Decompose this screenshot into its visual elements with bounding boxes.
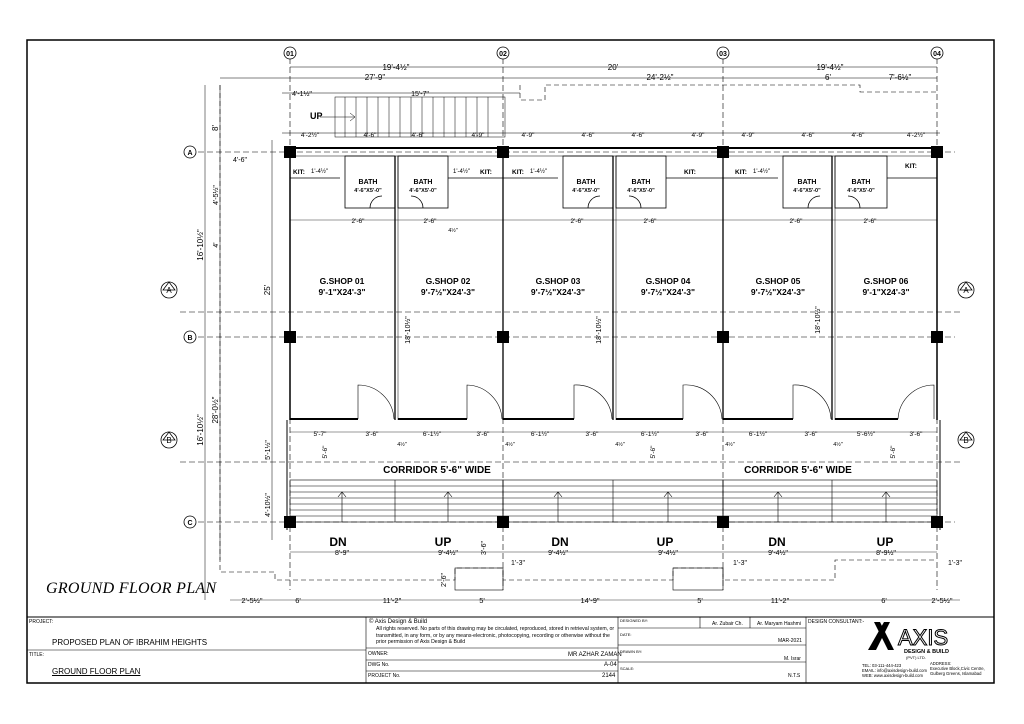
bath-dim: 2'-6" bbox=[570, 218, 584, 225]
stair-direction: UP bbox=[656, 535, 674, 549]
grid-label-A: A bbox=[187, 150, 193, 157]
base-dim: 5' bbox=[479, 596, 485, 605]
dim-top-4: 27'-9" bbox=[364, 73, 386, 82]
copyright: © Axis Design & Build bbox=[369, 619, 428, 625]
rights-text: All rights reserved. No parts of this drawing may be circulated, reproduced, stored in retrieval system, or transmitted, in any form, or by any means-electronic, photocopying, recording or otherwise without the prior permission of Axis Design & Build bbox=[376, 626, 615, 645]
section-label-left-b: B bbox=[166, 436, 172, 445]
bottom-dim: 9'-4½" bbox=[438, 550, 458, 557]
left-dim: 5'-1½" bbox=[265, 440, 272, 460]
left-dim: 16'-10½" bbox=[196, 414, 205, 446]
wall-dim: 4½" bbox=[833, 442, 843, 448]
front-dim: 6'-1½" bbox=[748, 431, 768, 438]
bottom-dim: 1'-3" bbox=[511, 560, 525, 567]
grid-label-01: 01 bbox=[286, 51, 294, 58]
dim-stair-1: 4'-1½" bbox=[292, 91, 312, 98]
dim-top-6: 6' bbox=[825, 73, 831, 82]
detail-dim: 4'-6" bbox=[801, 132, 815, 139]
bath-size: 4'-6"X5'-0" bbox=[627, 188, 655, 194]
shop-depth-dim: 18'-10½" bbox=[596, 316, 603, 344]
front-dim: 5'-6½" bbox=[856, 431, 876, 438]
kit-label: KIT: bbox=[735, 169, 747, 176]
grid-label-04: 04 bbox=[933, 51, 941, 58]
left-dim: 16'-10½" bbox=[196, 229, 205, 261]
detail-dim: 4'-6" bbox=[851, 132, 865, 139]
grid-label-C: C bbox=[187, 520, 193, 527]
detail-dim: 4'-9" bbox=[691, 132, 705, 139]
upper-stair bbox=[320, 97, 505, 137]
web: WEB: www.axisdesign-build.com bbox=[862, 673, 923, 678]
project-label: PROJECT: bbox=[29, 619, 54, 625]
shop-depth-dim: 18'-10½" bbox=[815, 306, 822, 334]
project-value: PROPOSED PLAN OF IBRAHIM HEIGHTS bbox=[52, 638, 208, 647]
detail-dim: 4'-2½" bbox=[300, 132, 320, 139]
section-label-right-a: A bbox=[963, 286, 969, 295]
owner-label: OWNER: bbox=[368, 651, 389, 657]
wall-dim: 4½" bbox=[505, 442, 515, 448]
stair-direction: DN bbox=[768, 535, 786, 549]
bottom-dim: 1'-3" bbox=[733, 560, 747, 567]
designed-label: DESIGNED BY: bbox=[620, 618, 649, 623]
left-dim: 28'-0½" bbox=[211, 396, 220, 424]
dwg-label: DWG No. bbox=[368, 662, 390, 668]
left-dim: 4'-5½" bbox=[213, 185, 220, 205]
detail-dim: 4'-6" bbox=[411, 132, 425, 139]
section-label-right-b: B bbox=[963, 436, 969, 445]
corridor-label: CORRIDOR 5'-6" WIDE bbox=[744, 465, 852, 476]
dim-top-1: 19'-4½" bbox=[382, 63, 410, 72]
stair-direction: UP bbox=[876, 535, 894, 549]
drawn-value: M. Israr bbox=[784, 656, 801, 662]
bath-label: BATH bbox=[851, 179, 871, 186]
shop-name: G.SHOP 04 bbox=[645, 276, 691, 286]
grid-label-B: B bbox=[187, 335, 193, 342]
projno-label: PROJECT No. bbox=[368, 673, 401, 679]
designed-value-2: Ar. Maryam Hashmi bbox=[757, 621, 801, 627]
kit-dim: 1'-4½" bbox=[530, 169, 547, 175]
base-dim: 14'-9" bbox=[580, 596, 600, 605]
front-dim: 5'-7" bbox=[313, 431, 327, 438]
left-dim: 4' bbox=[213, 242, 220, 248]
designed-value-1: Ar. Zubair Ch. bbox=[712, 621, 743, 627]
detail-dim: 4'-2½" bbox=[906, 132, 926, 139]
bottom-dim: 9'-4½" bbox=[658, 550, 678, 557]
kit-label: KIT: bbox=[512, 169, 524, 176]
bottom-dim: 1'-3" bbox=[948, 560, 962, 567]
bottom-dim: 9'-4½" bbox=[548, 550, 568, 557]
kit-label: KIT: bbox=[293, 169, 305, 176]
bottom-dim: 8'-9½" bbox=[876, 550, 896, 557]
detail-dim: 4'-6" bbox=[363, 132, 377, 139]
address-line-2: Gulberg Greens, Islamabad bbox=[930, 671, 982, 676]
logo-small: (PVT) LTD. bbox=[906, 655, 926, 660]
bottom-dim: 9'-4½" bbox=[768, 550, 788, 557]
bath-label: BATH bbox=[631, 179, 651, 186]
shop-name: G.SHOP 01 bbox=[319, 276, 365, 286]
email: EMAIL: info@axisdesign-build.com bbox=[862, 668, 927, 673]
shop-size: 9'-7½"X24'-3" bbox=[750, 287, 806, 297]
dim-stair-2: 15'-7" bbox=[411, 91, 429, 98]
shop-size: 9'-1"X24'-3" bbox=[318, 287, 366, 297]
shop-name: G.SHOP 03 bbox=[535, 276, 581, 286]
kit-label: KIT: bbox=[480, 169, 492, 176]
bottom-dim: 3'-6" bbox=[481, 541, 488, 555]
bath-size: 4'-6"X5'-0" bbox=[572, 188, 600, 194]
date-label: DATE: bbox=[620, 632, 632, 637]
base-dim: 11'-2" bbox=[770, 596, 790, 605]
dim-top-3: 19'-4½" bbox=[816, 63, 844, 72]
address-line-1: Executive Block,Civic Centre, bbox=[930, 666, 985, 671]
shop-name: G.SHOP 02 bbox=[425, 276, 471, 286]
title-label: TITLE: bbox=[29, 652, 45, 658]
title-value: GROUND FLOOR PLAN bbox=[52, 667, 141, 676]
bath-size: 4'-6"X5'-0" bbox=[409, 188, 437, 194]
detail-dim: 4'-9" bbox=[521, 132, 535, 139]
logo-text: AXIS bbox=[898, 625, 949, 650]
front-dim: 3'-6" bbox=[585, 431, 599, 438]
shop-name: G.SHOP 05 bbox=[755, 276, 801, 286]
sheet-title: GROUND FLOOR PLAN bbox=[46, 580, 217, 597]
front-dim: 3'-6" bbox=[695, 431, 709, 438]
kit-dim: 1'-4½" bbox=[453, 169, 470, 175]
shop-size: 9'-1"X24'-3" bbox=[862, 287, 910, 297]
base-blocks bbox=[455, 568, 723, 590]
stair-direction: DN bbox=[329, 535, 347, 549]
axis-logo bbox=[868, 622, 894, 650]
front-dim: 6'-1½" bbox=[422, 431, 442, 438]
logo-sub: DESIGN & BUILD bbox=[904, 649, 949, 655]
base-dim: 5' bbox=[697, 596, 703, 605]
bath-label: BATH bbox=[413, 179, 433, 186]
site-outline bbox=[220, 85, 937, 580]
bath-dim: 2'-6" bbox=[423, 218, 437, 225]
bottom-dim: 8'-9" bbox=[335, 550, 349, 557]
front-dim: 3'-6" bbox=[804, 431, 818, 438]
bath-label: BATH bbox=[576, 179, 596, 186]
base-dim: 6' bbox=[295, 596, 301, 605]
stair-direction: UP bbox=[434, 535, 452, 549]
stair-direction: DN bbox=[551, 535, 569, 549]
dim-top-2: 20' bbox=[607, 63, 619, 72]
scale-label: SCALE: bbox=[620, 666, 635, 671]
bath-size: 4'-6"X5'-0" bbox=[847, 188, 875, 194]
bath-dim: 2'-6" bbox=[351, 218, 365, 225]
corridor-label: CORRIDOR 5'-6" WIDE bbox=[383, 465, 491, 476]
front-dim: 3'-6" bbox=[476, 431, 490, 438]
dwg-value: A-04 bbox=[604, 662, 617, 668]
base-dim: 2'-5½" bbox=[931, 596, 953, 605]
bath-label: BATH bbox=[797, 179, 817, 186]
corridor-dim: 5'-6" bbox=[650, 445, 657, 459]
base-dim: 2'-5½" bbox=[241, 596, 263, 605]
corridor-dim: 5'-6" bbox=[322, 445, 329, 459]
bath-dim: 2'-6" bbox=[789, 218, 803, 225]
front-dim: 6'-1½" bbox=[640, 431, 660, 438]
front-dim: 6'-1½" bbox=[530, 431, 550, 438]
drawn-label: DRAWN BY: bbox=[620, 649, 643, 654]
upper-stair-up-label: UP bbox=[310, 111, 323, 121]
detail-dim: 4'-6" bbox=[581, 132, 595, 139]
consultant-label: DESIGN CONSULTANT:- bbox=[808, 619, 865, 625]
wall-dim: 4½" bbox=[615, 442, 625, 448]
date-value: MAR-2021 bbox=[778, 638, 802, 644]
left-dim: 4'-6" bbox=[233, 157, 247, 164]
detail-dim: 4'-6" bbox=[631, 132, 645, 139]
wall-dim: 4½" bbox=[448, 228, 458, 234]
wall-dim: 4½" bbox=[725, 442, 735, 448]
shop-size: 9'-7½"X24'-3" bbox=[420, 287, 476, 297]
bath-size: 4'-6"X5'-0" bbox=[354, 188, 382, 194]
shop-size: 9'-7½"X24'-3" bbox=[640, 287, 696, 297]
bath-size: 4'-6"X5'-0" bbox=[793, 188, 821, 194]
bath-dim: 2'-6" bbox=[863, 218, 877, 225]
scale-value: N.T.S bbox=[788, 673, 801, 679]
kit-label: KIT: bbox=[684, 169, 696, 176]
bath-label: BATH bbox=[358, 179, 378, 186]
dim-top-5: 24'-2½" bbox=[646, 73, 674, 82]
left-dim: 4'-10½" bbox=[265, 493, 272, 517]
kit-dim: 1'-4½" bbox=[753, 169, 770, 175]
shop-name: G.SHOP 06 bbox=[863, 276, 909, 286]
kit-label: KIT: bbox=[905, 163, 917, 170]
base-dim: 11'-2" bbox=[382, 596, 402, 605]
owner-value: MR AZHAR ZAMAN bbox=[568, 652, 622, 658]
address-label: ADDRESS: bbox=[930, 661, 952, 666]
lower-stairs bbox=[290, 480, 937, 522]
base-dim: 6' bbox=[881, 596, 887, 605]
front-dim: 3'-6" bbox=[365, 431, 379, 438]
corridor-dim: 5'-6" bbox=[890, 445, 897, 459]
kit-dim: 1'-4½" bbox=[311, 169, 328, 175]
shop-depth-dim: 18'-10½" bbox=[405, 316, 412, 344]
wall-dim: 4½" bbox=[397, 442, 407, 448]
dim-top-7: 7'-6½" bbox=[888, 73, 912, 82]
detail-dim: 4'-9" bbox=[741, 132, 755, 139]
front-dim: 3'-6" bbox=[909, 431, 923, 438]
grid-label-02: 02 bbox=[499, 51, 507, 58]
projno-value: 2144 bbox=[602, 673, 616, 679]
grid-label-03: 03 bbox=[719, 51, 727, 58]
detail-dim: 4'-9" bbox=[471, 132, 485, 139]
bottom-dim: 2'-6" bbox=[441, 573, 448, 587]
shop-size: 9'-7½"X24'-3" bbox=[530, 287, 586, 297]
top-dimension-lines bbox=[220, 67, 940, 133]
left-dim: 25' bbox=[263, 284, 272, 296]
tel: TEL: 03-111-444-423 bbox=[862, 663, 902, 668]
section-markers bbox=[161, 282, 974, 448]
section-label-left-a: A bbox=[166, 286, 172, 295]
bath-dim: 2'-6" bbox=[643, 218, 657, 225]
left-dim: 8' bbox=[211, 125, 220, 131]
